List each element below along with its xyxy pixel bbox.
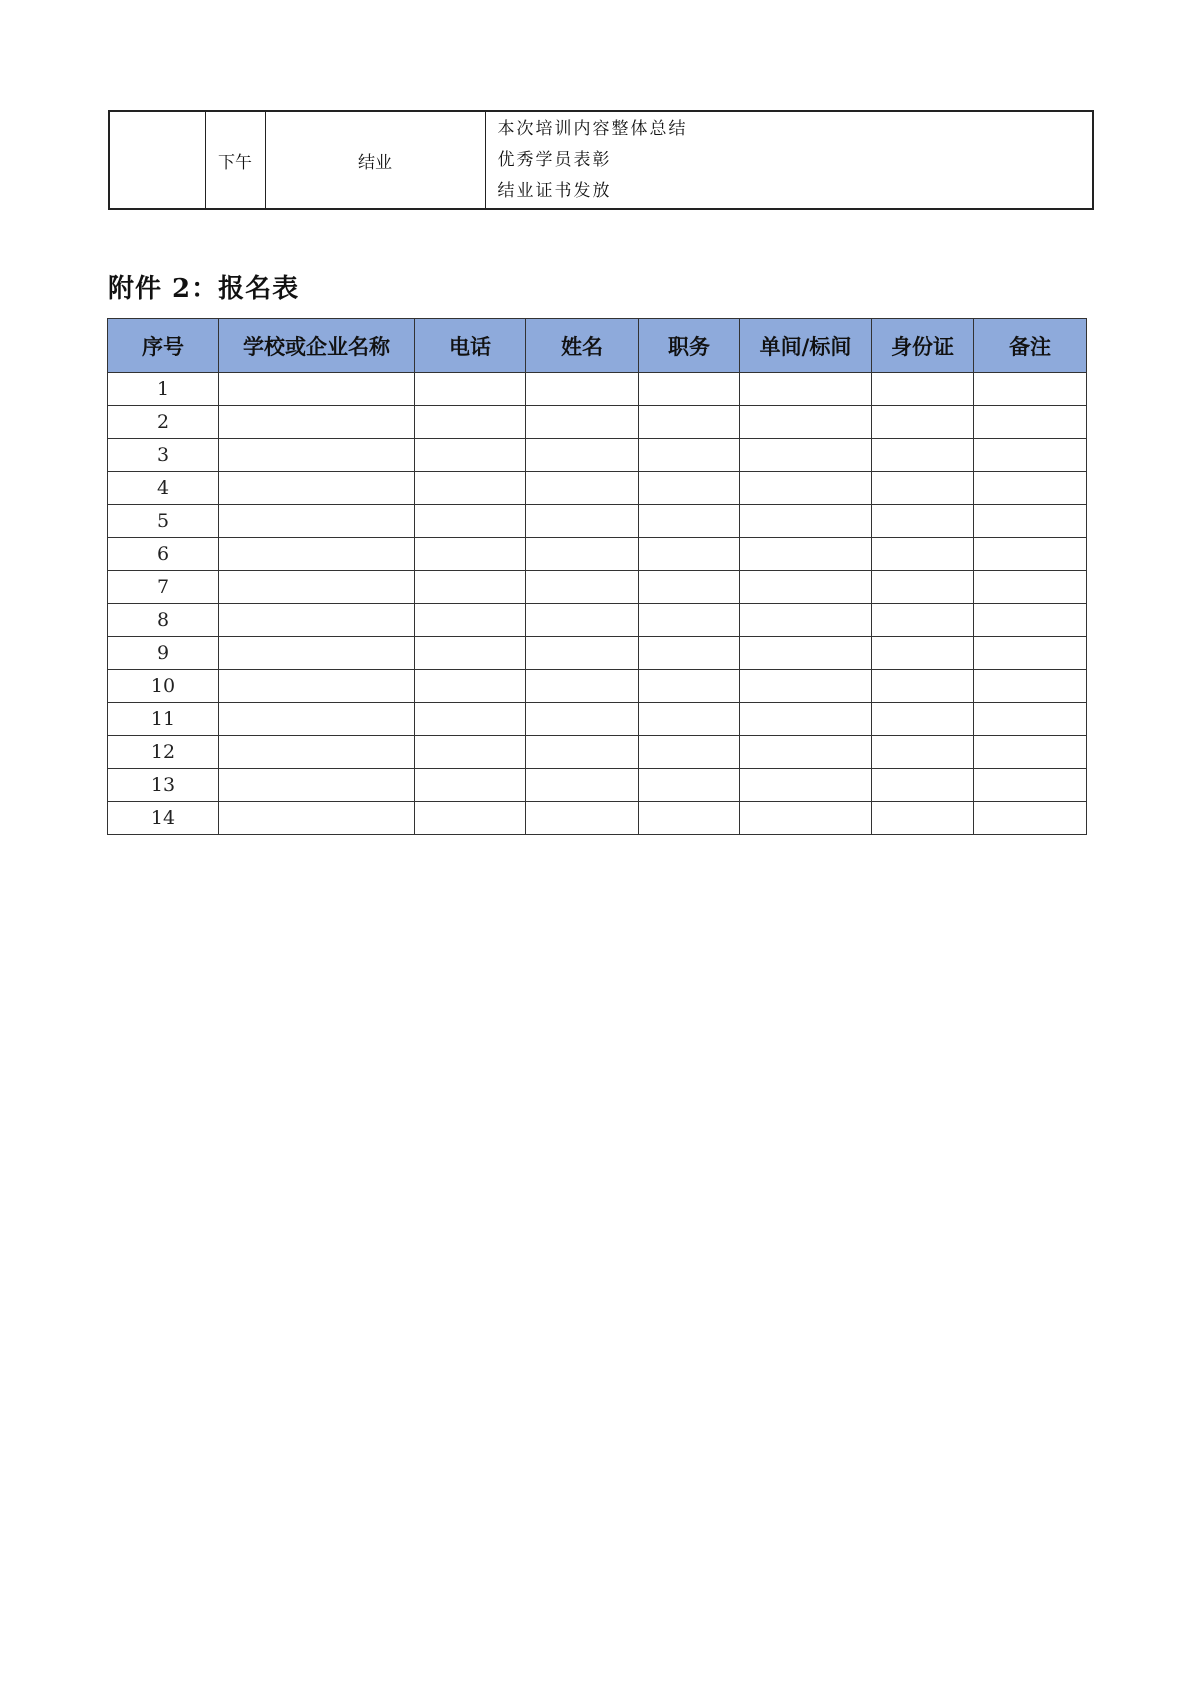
blank-cell[interactable]: [740, 538, 872, 571]
table-row: [108, 670, 1087, 703]
blank-cell[interactable]: [974, 670, 1087, 703]
blank-cell[interactable]: [639, 802, 740, 835]
blank-cell[interactable]: [872, 373, 974, 406]
blank-cell[interactable]: [974, 769, 1087, 802]
blank-cell[interactable]: [219, 406, 415, 439]
blank-cell[interactable]: [639, 571, 740, 604]
blank-cell[interactable]: [974, 802, 1087, 835]
blank-cell[interactable]: [415, 670, 526, 703]
blank-cell[interactable]: [740, 670, 872, 703]
blank-cell[interactable]: [974, 505, 1087, 538]
blank-cell[interactable]: [974, 538, 1087, 571]
blank-cell[interactable]: [219, 505, 415, 538]
blank-cell[interactable]: [219, 538, 415, 571]
row-index-cell: 1: [108, 373, 219, 406]
blank-cell[interactable]: [639, 439, 740, 472]
header-index: 序号: [108, 319, 219, 373]
header-remarks: 备注: [974, 319, 1087, 373]
blank-cell[interactable]: [219, 472, 415, 505]
blank-cell[interactable]: [872, 802, 974, 835]
blank-cell[interactable]: [526, 670, 639, 703]
blank-cell[interactable]: [415, 703, 526, 736]
blank-cell[interactable]: [872, 406, 974, 439]
blank-cell[interactable]: [415, 637, 526, 670]
blank-cell[interactable]: [526, 736, 639, 769]
table-row: [108, 472, 1087, 505]
blank-cell[interactable]: [415, 472, 526, 505]
blank-cell[interactable]: [740, 472, 872, 505]
header-room-type: 单间/标间: [740, 319, 872, 373]
blank-cell[interactable]: [974, 373, 1087, 406]
blank-cell[interactable]: [526, 571, 639, 604]
row-index-cell: 11: [108, 703, 219, 736]
blank-cell[interactable]: [872, 769, 974, 802]
blank-cell[interactable]: [219, 571, 415, 604]
blank-cell[interactable]: [415, 373, 526, 406]
blank-cell[interactable]: [872, 439, 974, 472]
blank-cell[interactable]: [740, 736, 872, 769]
blank-cell[interactable]: [526, 769, 639, 802]
schedule-detail-line: 优秀学员表彰: [497, 149, 612, 170]
blank-cell[interactable]: [415, 802, 526, 835]
blank-cell[interactable]: [872, 604, 974, 637]
header-phone: 电话: [415, 319, 526, 373]
blank-cell[interactable]: [219, 637, 415, 670]
blank-cell[interactable]: [740, 406, 872, 439]
blank-cell[interactable]: [872, 505, 974, 538]
blank-cell[interactable]: [415, 538, 526, 571]
blank-cell[interactable]: [219, 373, 415, 406]
blank-cell[interactable]: [219, 736, 415, 769]
header-id-card: 身份证: [872, 319, 974, 373]
blank-cell[interactable]: [639, 769, 740, 802]
row-index-cell: 6: [108, 538, 219, 571]
blank-cell[interactable]: [415, 571, 526, 604]
blank-cell[interactable]: [872, 736, 974, 769]
header-organization: 学校或企业名称: [219, 319, 415, 373]
schedule-detail-line: 本次培训内容整体总结: [497, 118, 688, 139]
blank-cell[interactable]: [219, 604, 415, 637]
schedule-table: [108, 110, 1094, 210]
blank-cell[interactable]: [526, 538, 639, 571]
row-index-cell: 13: [108, 769, 219, 802]
row-index-cell: 3: [108, 439, 219, 472]
table-row: [108, 538, 1087, 571]
table-row: [108, 571, 1087, 604]
blank-cell[interactable]: [526, 406, 639, 439]
row-index-cell: 14: [108, 802, 219, 835]
blank-cell[interactable]: [639, 406, 740, 439]
blank-cell[interactable]: [872, 571, 974, 604]
blank-cell[interactable]: [974, 406, 1087, 439]
blank-cell[interactable]: [740, 769, 872, 802]
blank-cell[interactable]: [740, 505, 872, 538]
blank-cell[interactable]: [526, 373, 639, 406]
schedule-date-cell: [109, 111, 205, 209]
blank-cell[interactable]: [526, 703, 639, 736]
blank-cell[interactable]: [526, 472, 639, 505]
blank-cell[interactable]: [219, 670, 415, 703]
blank-cell[interactable]: [872, 538, 974, 571]
table-row: [108, 736, 1087, 769]
blank-cell[interactable]: [639, 637, 740, 670]
blank-cell[interactable]: [740, 373, 872, 406]
blank-cell[interactable]: [974, 571, 1087, 604]
attachment-heading: 附件 2：报名表: [108, 274, 300, 304]
blank-cell[interactable]: [415, 736, 526, 769]
blank-cell[interactable]: [740, 604, 872, 637]
schedule-item-cell: 结业: [265, 111, 485, 209]
row-index-cell: 9: [108, 637, 219, 670]
schedule-session-cell: 下午: [205, 111, 265, 209]
blank-cell[interactable]: [974, 637, 1087, 670]
blank-cell[interactable]: [974, 472, 1087, 505]
blank-cell[interactable]: [415, 505, 526, 538]
blank-cell[interactable]: [974, 703, 1087, 736]
row-index-cell: 7: [108, 571, 219, 604]
row-index-cell: 4: [108, 472, 219, 505]
blank-cell[interactable]: [872, 472, 974, 505]
blank-cell[interactable]: [974, 604, 1087, 637]
blank-cell[interactable]: [639, 538, 740, 571]
blank-cell[interactable]: [526, 505, 639, 538]
blank-cell[interactable]: [740, 802, 872, 835]
header-position: 职务: [639, 319, 740, 373]
blank-cell[interactable]: [526, 604, 639, 637]
schedule-row: [109, 111, 1093, 209]
table-row: [108, 439, 1087, 472]
row-index-cell: 12: [108, 736, 219, 769]
registration-header-row: [108, 319, 1087, 373]
table-row: [108, 406, 1087, 439]
blank-cell[interactable]: [526, 637, 639, 670]
row-index-cell: 2: [108, 406, 219, 439]
blank-cell[interactable]: [415, 406, 526, 439]
registration-body: [108, 373, 1087, 835]
row-index-cell: 10: [108, 670, 219, 703]
table-row: [108, 505, 1087, 538]
header-name: 姓名: [526, 319, 639, 373]
blank-cell[interactable]: [740, 703, 872, 736]
blank-cell[interactable]: [219, 769, 415, 802]
blank-cell[interactable]: [526, 439, 639, 472]
blank-cell[interactable]: [639, 472, 740, 505]
blank-cell[interactable]: [872, 670, 974, 703]
table-row: [108, 637, 1087, 670]
blank-cell[interactable]: [740, 637, 872, 670]
blank-cell[interactable]: [415, 439, 526, 472]
schedule-details-cell: [485, 111, 1093, 209]
table-row: [108, 802, 1087, 835]
blank-cell[interactable]: [415, 604, 526, 637]
table-row: [108, 703, 1087, 736]
table-row: [108, 604, 1087, 637]
registration-table: [107, 318, 1087, 835]
blank-cell[interactable]: [219, 703, 415, 736]
row-index-cell: 8: [108, 604, 219, 637]
blank-cell[interactable]: [415, 769, 526, 802]
table-row: [108, 373, 1087, 406]
blank-cell[interactable]: [639, 670, 740, 703]
blank-cell[interactable]: [974, 439, 1087, 472]
blank-cell[interactable]: [219, 802, 415, 835]
blank-cell[interactable]: [740, 571, 872, 604]
blank-cell[interactable]: [872, 637, 974, 670]
blank-cell[interactable]: [639, 505, 740, 538]
blank-cell[interactable]: [639, 736, 740, 769]
blank-cell[interactable]: [740, 439, 872, 472]
blank-cell[interactable]: [219, 439, 415, 472]
table-row: [108, 769, 1087, 802]
schedule-detail-line: 结业证书发放: [497, 180, 612, 201]
blank-cell[interactable]: [974, 736, 1087, 769]
blank-cell[interactable]: [639, 373, 740, 406]
blank-cell[interactable]: [872, 703, 974, 736]
row-index-cell: 5: [108, 505, 219, 538]
blank-cell[interactable]: [526, 802, 639, 835]
blank-cell[interactable]: [639, 604, 740, 637]
blank-cell[interactable]: [639, 703, 740, 736]
